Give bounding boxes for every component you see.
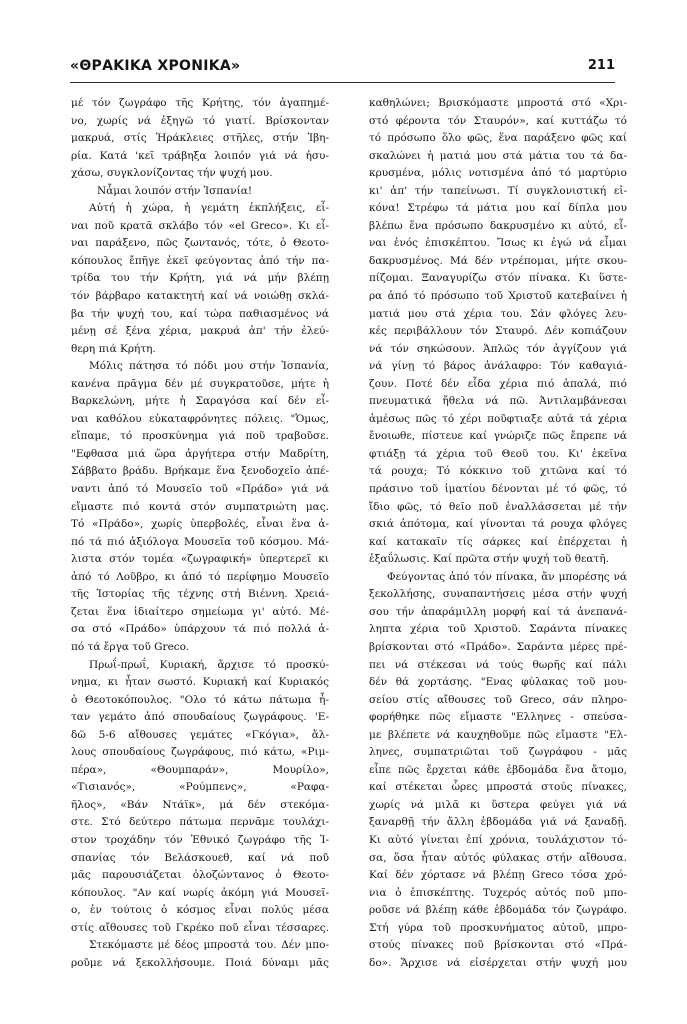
text-line: ἐξαΰλωσις. Καί πρῶτα στήν ψυχή τοῦ θεατῆ. — [369, 553, 609, 566]
text-line: Βαρκελώνη, μήτε ἡ Σαραγόσα καί δέν εἶ- — [71, 395, 329, 408]
text-line: σείου στίς αἴθουσες τοῦ Greco, σάν πληρο- — [369, 693, 627, 706]
text-line: ἴδιο φῶς, τό θεῖο ποῦ ἐναλλάσσεται μέ τήν — [369, 500, 627, 513]
text-line: μακρυά, στίς Ἡράκλειες στῆλες, στήν Ἰβη- — [71, 132, 329, 145]
text-line: στον τροχάδην τόν Ἐθνικό ζωγράφο τῆς Ἰ- — [71, 833, 329, 846]
text-line: πει νά στέκεσαι νά τούς θωρῆς καί πάλι — [369, 658, 627, 671]
text-line: νο, χωρίς νά ἐξηγῶ τό γιατί. Βρίσκονταν — [71, 114, 329, 127]
text-line: Νἆμαι λοιπόν στήν Ἰσπανία! — [97, 184, 253, 197]
text-line: ὁ Θεοτοκόπουλος. "Ολο τό κάτω πάτωμα ἦ- — [71, 693, 329, 706]
text-line: ληπτα χέρια τοῦ Χριστοῦ. Σαράντα πίνακες — [369, 623, 627, 636]
text-line: με βλέπετε νά καυχηθοῦμε πῶς εἴμαστε "Ελ- — [369, 728, 627, 741]
text-line: Καί δέν χόρτασε νά βλέπῃ Greco τόσα χρό- — [369, 869, 627, 882]
text-line: Στεκόμαστε μέ δέος μπροστά του. Δέν μπο- — [89, 939, 329, 952]
text-line: εἴμαστε πιό κοντά στόν συμπατριώτη μας. — [71, 500, 329, 513]
text-line: πέρα», «Θουμπαράν», Μουρίλο», — [71, 763, 329, 776]
text-line: τό πρόσωπο ὅλο φῶς, ἕνα παράξενο φῶς καί — [369, 132, 627, 145]
text-line: ξεκολλήσης, συναπαντήσεις μέσα στήν ψυχή — [369, 588, 627, 601]
text-line: Τό «Πράδο», χωρίς ὑπερβολές, εἶναι ἕνα ἀ- — [71, 518, 329, 531]
text-line: Φεύγοντας ἀπό τόν πίνακα, ἄν μπορέσης νά — [387, 570, 627, 583]
text-line: πίζομαι. Ξαναγυρίζω στόν πίνακα. Κι ὕστε- — [369, 272, 627, 285]
text-line: κόπουλος ἔπῆγε ἐκεῖ φεύγοντας ἀπό τήν πα- — [71, 254, 329, 267]
text-line: θερη πιά Κρήτη. — [71, 342, 156, 355]
text-line: λους σπουδαίους ζωγράφους, πιό κάτω, «Ριμ- — [71, 746, 329, 759]
right-column — [369, 95, 627, 972]
text-line: Αὐτή ἡ χώρα, ἡ γεμάτη ἐκπλήξεις, εἶ- — [89, 202, 329, 215]
text-line: μέ τόν ζωγράφο τῆς Κρήτης, τόν ἀγαπημέ- — [71, 97, 329, 109]
header-rule — [70, 82, 615, 83]
text-line: ληνες, συμπατριῶται τοῦ ζωγράφου - μᾶς — [369, 746, 627, 759]
text-line: σκιά ἀπότομα, καί γίνονται τά ρουχα φλόγες — [369, 518, 627, 531]
text-line: κόπουλος. "Αν καί νωρίς ἀκόμη γιά Μουσεῖ- — [71, 886, 329, 899]
text-line: ζεται ἕνα ἰδιαίτερο σημείωμα γι' αὐτό. Μέ- — [71, 605, 329, 618]
text-line: Σάββατο βράδυ. Βρήκαμε ἕνα ξενοδοχεῖο ἀπέ- — [71, 465, 329, 478]
text-line: στε. Στό δεύτερο πάτωμα περνᾶμε τουλάχι- — [71, 816, 329, 829]
text-line: πράσινο τοῦ ἱματίου δένονται μέ τό φῶς, τό — [369, 483, 627, 496]
text-line: μᾶς παρουσιάζεται ὁλοζώντανος ὁ Θεοτο- — [71, 869, 329, 882]
text-line: ροῦμε νά ξεκολλήσουμε. Ποιά δύναμι μᾶς — [71, 956, 329, 969]
text-line: ῆλος», «Βάν Ντάϊκ», μά δέν στεκόμα- — [71, 798, 329, 811]
text-line: κι' ἀπ' τήν ταπείνωσι. Τί συγκλονιστική εἰ- — [369, 184, 627, 197]
text-line: τόν βάρβαρο κατακτητή καί νά νοιώθῃ σκλά- — [71, 290, 329, 303]
text-line: βλέπω ἕνα πρόσωπο δακρυσμένο κι αὐτό, εἶ- — [369, 219, 627, 232]
text-line: τῆς Ἱστορίας τῆς τέχνης στή Βιέννη. Χρειά- — [71, 588, 329, 601]
text-line: δακρυσμένος. Μά δέν ντρέπομαι, μήτε σκου- — [369, 254, 627, 267]
text-line: πνευματικά ἤθελα νά πῶ. Ἀντιλαμβάνεσαι — [369, 395, 627, 408]
text-line: φορήθηκε πῶς εἴμαστε "Ελληνες - σπεύσα- — [369, 711, 627, 724]
text-line: στό φέροντα τόν Σταυρόν», καί κυττάζω τό — [369, 114, 627, 127]
text-line: εἴπαμε, τό προσκύνημα γιά ποῦ τραβοῦσε. — [71, 430, 329, 443]
text-line: τρίδα του τήν Κρήτη, γιά νά μήν βλέπῃ — [71, 272, 329, 285]
text-line: ταν γεμάτο ἀπό σπουδαίους ζωγράφους. 'Ε- — [71, 711, 329, 724]
text-line: σα στό «Πράδο» ὑπάρχουν τά πιό πολλά ἀ- — [71, 623, 329, 636]
text-line: ναντι ἀπό τό Μουσεῖο τοῦ «Πράδο» γιά νά — [71, 483, 329, 496]
text-line: ξαναρθῇ τήν ἄλλη ἑβδομάδα γιά νά ξαναδῇ. — [369, 816, 627, 829]
text-line: κρυσμένα, μόλις νοτισμένα ἀπό τό μαρτύριο — [369, 167, 627, 180]
text-line: χωρίς νά μιλᾶ κι ὕστερα φεύγει γιά νά — [369, 798, 627, 811]
text-line: σπανίας τόν Βελάσκουεθ, καί νά ποῦ — [71, 851, 329, 864]
text-line: Στή γύρα τοῦ προσκυνήματος αὐτοῦ, μπρο- — [369, 921, 627, 934]
text-line: ναι παράξενο, πῶς ζωντανός, τότε, ὁ Θεοτο- — [71, 237, 329, 250]
text-line: νά τόν σηκώσουν. Ἁπλῶς τόν ἀγγίζουν γιά — [369, 342, 627, 355]
text-line: τά ρουχα; Τό κόκκινο τοῦ χιτῶνα καί τό — [369, 465, 627, 478]
text-line: εἶπε πῶς ἔρχεται κάθε ἑβδομάδα ἕνα ἄτομο, — [369, 763, 627, 776]
text-line: νά γίνῃ τό βάρος ἀνάλαφρο: Τόν καθαγιά- — [369, 360, 627, 373]
text-line: ναι καθόλου εὐκαταφρόνητες πόλεις. "Ὁμως, — [71, 412, 329, 425]
text-line: ζουν. Ποτέ δέν εἶδα χέρια πιό ἁπαλά, πιό — [369, 377, 627, 390]
journal-title: «ΘΡΑΚΙΚΑ ΧΡΟΝΙΚΑ» — [70, 58, 241, 74]
text-line: πό τά πιό ἀξιόλογα Μουσεῖα τοῦ κόσμου. Μά- — [71, 535, 329, 548]
text-line: νημα, κι ἦταν σωστό. Κυριακή καί Κυριακός — [71, 676, 329, 689]
text-line: σα, ὅσα ἦταν αὐτός φύλακας στήν αἴθουσα. — [369, 851, 627, 864]
text-line: κές περιβάλλουν τόν Σταυρό. Δέν κοπιάζουν — [369, 325, 627, 338]
text-line: Μόλις πάτησα τό πόδι μου στήν Ἰσπανία, — [89, 360, 329, 373]
text-line: δῶ 5-6 αἴθουσες γεμάτες «Γκόγια», ἄλ- — [71, 728, 329, 741]
text-line: βα τήν ψυχή του, καί τώρα παθιασμένος νά — [71, 307, 329, 320]
text-line: ο, ἐν τούτοις ὁ κόσμος εἶναι πολύς μέσα — [71, 904, 329, 917]
text-line: ρα ἀπό τό πρόσωπο τοῦ Χριστοῦ κατεβαίνει ἡ — [369, 290, 627, 303]
text-line: πό τά ἔργα τοῦ Greco. — [71, 640, 190, 653]
text-line: στίς αἴθουσες τοῦ Γκρέκο ποῦ εἶναι τέσσαρες. — [71, 921, 329, 934]
text-line: στούς πίνακες ποῦ βρίσκονται στό «Πρά- — [369, 939, 627, 952]
running-header — [70, 58, 615, 80]
text-line: φτιάξῃ τά χέρια τοῦ Θεοῦ του. Κι' ἐκεῖνα — [369, 447, 627, 460]
text-line: μένῃ σέ ξένα χέρια, μακρυά ἀπ' τήν ἐλεύ- — [71, 325, 329, 338]
page-number: 211 — [587, 58, 615, 73]
text-line: "Εφθασα μιά ὥρα ἀργήτερα στήν Μαδρίτη, — [71, 447, 329, 460]
text-line: βρίσκονται στό «Πράδο». Σαράντα μέρες πρέ- — [369, 640, 627, 653]
left-column — [71, 95, 329, 972]
text-line: Πρωΐ-πρωΐ, Κυριακή, ἄρχισε τό προσκύ- — [89, 658, 329, 671]
text-line: ἀμέσως πῶς τό χέρι ποῦφτιαξε αὐτά τά χέρια — [369, 412, 627, 425]
text-line: ἀπό τό Λοῦβρο, κι ἀπό τό περίφημο Μουσεῖο — [71, 570, 329, 583]
text-line: ματιά μου στά χέρια του. Σάν φλόγες λευ- — [369, 307, 627, 320]
text-line: δο». Ἄρχισε νά εἰσέρχεται στήν ψυχή μου — [369, 956, 627, 969]
text-line: δέν θά χορτάσης. "Ενας φύλακας τοῦ μου- — [369, 676, 627, 689]
text-line: λιστα στόν τομέα «ζωγραφική» ὑπερτερεῖ κι — [71, 553, 329, 566]
text-line: καί στέκεται ὧρες μπροστά στούς πίνακες, — [369, 781, 627, 794]
text-line: ρία. Κατά 'κεῖ τράβηξα λοιπόν γιά νά ἠσυ- — [71, 149, 329, 162]
text-line: καθηλώνει; Βρισκόμαστε μπροστά στό «Χρι- — [369, 97, 627, 109]
text-line: σκαλώνει ἡ ματιά μου στά μάτια του τά δα- — [369, 149, 627, 162]
text-line: κόνα! Στρέφω τά μάτια μου καί δίπλα μου — [369, 202, 627, 215]
text-line: Κι αὐτό γίνεται ἐπί χρόνια, τουλάχιστον τό- — [369, 833, 627, 846]
text-line: ἔνοιωθε, πίστευε καί γνώριζε πῶς ἔπρεπε νά — [369, 430, 627, 443]
text-line: ροῦσε νά βλέπῃ κάθε ἑβδομάδα τόν ζωγράφο. — [369, 904, 627, 917]
text-line: «Τισιανός», «Ρούμπενς», «Ραφα- — [71, 781, 329, 794]
text-line: νια ὁ ἐπισκέπτης. Τυχερός αὐτός ποῦ μπο- — [369, 886, 627, 899]
text-line: κανένα πρᾶγμα δέν μέ συγκρατοῦσε, μήτε ἡ — [71, 377, 329, 390]
text-line: ναι ποῦ κρατᾶ σκλάβο τόν «el Greco». Κι εἶ- — [71, 219, 329, 232]
text-line: χάσω, συγκλονίζοντας τήν ψυχή μου. — [71, 167, 273, 180]
text-line: καί κατακαῖν τίς σάρκες καί ἐπέρχεται ἡ — [369, 535, 627, 548]
text-line: σου τήν ἀπαράμιλλη μορφή καί τά ἀνεπανά- — [369, 605, 627, 618]
text-line: ναι ἑνός ἐπισκέπτου. Ἴσως κι ἐγώ νά εἶμαι — [369, 237, 627, 250]
